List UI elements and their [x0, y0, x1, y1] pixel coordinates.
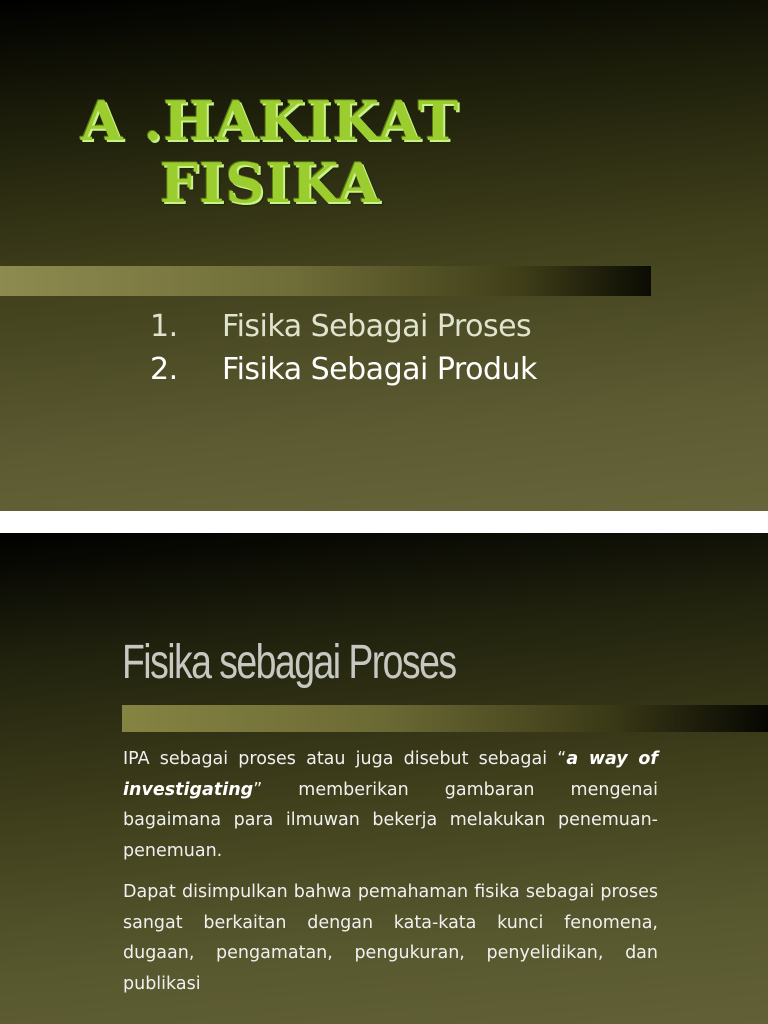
- list-item-number: 1.: [150, 309, 178, 344]
- list-item-number: 2.: [150, 352, 178, 387]
- paragraph-process: [123, 744, 658, 866]
- topic-list: [150, 305, 537, 391]
- list-item-text: Fisika Sebagai Proses: [222, 309, 532, 344]
- paragraph-conclusion: Dapat disimpulkan bahwa pemahaman fisika sebagai proses sangat berkaitan dengan kata-kata kunci fenomena, dugaan, pengamatan, pengukuran, penyelidikan, dan publikasi: [123, 882, 658, 994]
- list-item: [150, 348, 537, 391]
- emphasis-text: a way of investigating: [123, 749, 659, 800]
- slide-title: [0, 90, 540, 214]
- slide-heading: Fisika sebagai Proses: [122, 636, 456, 689]
- title-line-1: A .HAKIKAT: [80, 89, 460, 153]
- paragraph-text: ” memberikan gambaran mengenai bagaimana para ilmuwan bekerja melakukan penemuan-penemuan.: [123, 779, 658, 861]
- paragraph-text: IPA sebagai proses atau juga disebut sebagai “: [123, 749, 567, 769]
- list-item-text: Fisika Sebagai Produk: [222, 352, 537, 387]
- decorative-gradient-bar: [0, 266, 651, 296]
- decorative-gradient-bar: [122, 705, 768, 732]
- list-item: [150, 305, 537, 348]
- title-line-2: FISIKA: [159, 151, 381, 215]
- slide-separator: [0, 511, 768, 533]
